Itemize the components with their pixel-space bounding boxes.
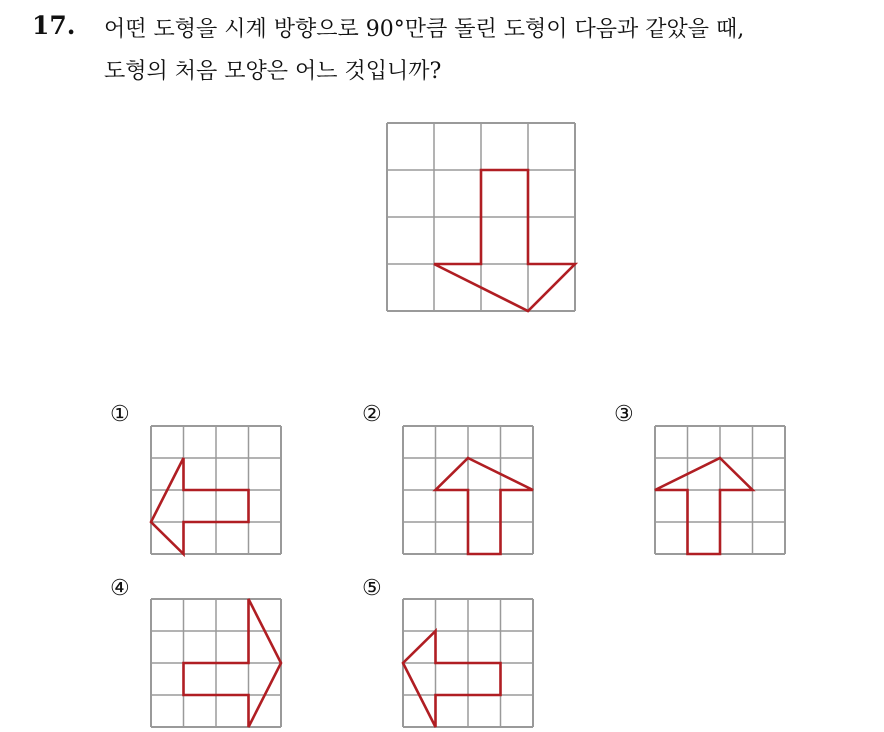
choice-1-label: ① — [110, 402, 130, 427]
question-number: 17. — [32, 11, 76, 40]
choice-3-figure[interactable] — [655, 426, 785, 554]
choice-5-figure[interactable] — [403, 599, 533, 727]
choice-1-arrow — [151, 458, 249, 554]
choice-2-figure[interactable] — [403, 426, 533, 554]
choice-3-arrow — [655, 458, 753, 554]
choice-4-figure[interactable] — [151, 599, 281, 727]
choice-4-label: ④ — [110, 576, 130, 601]
question-text-line-1: 어떤 도형을 시계 방향으로 90°만큼 돌린 도형이 다음과 같았을 때, — [104, 17, 745, 42]
choice-5-label: ⑤ — [362, 576, 382, 601]
choice-5-arrow — [403, 631, 501, 727]
choice-2-label: ② — [362, 402, 382, 427]
main-figure — [387, 123, 575, 311]
question-text-line-2: 도형의 처음 모양은 어느 것입니까? — [104, 59, 442, 84]
choice-3-label: ③ — [614, 402, 634, 427]
choice-2-arrow — [436, 458, 534, 554]
main-figure-shape — [434, 170, 575, 311]
choice-1-figure[interactable] — [151, 426, 281, 554]
